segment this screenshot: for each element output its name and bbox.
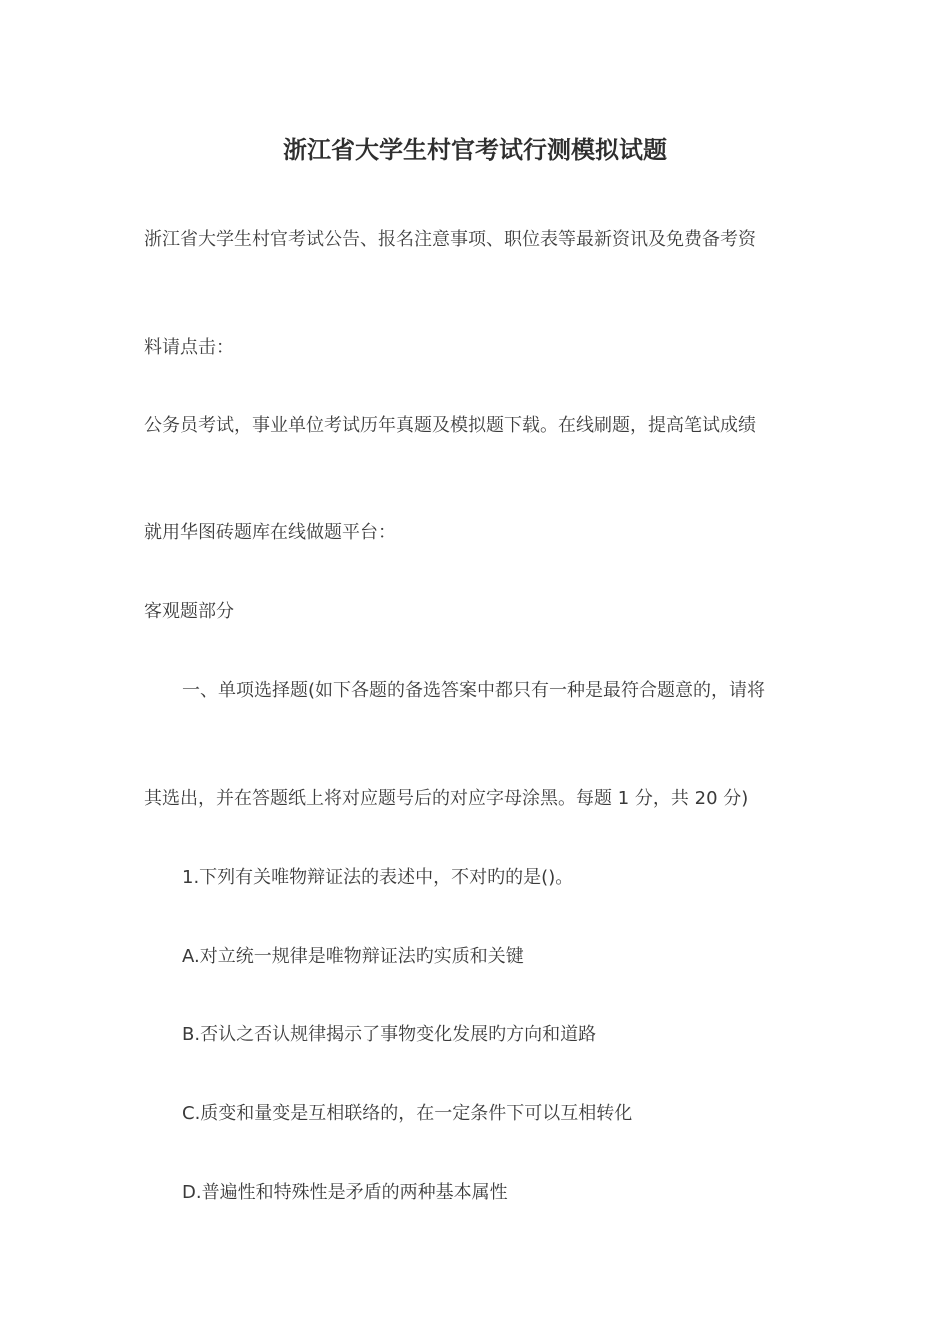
question-1-option-d: D.普遍性和特殊性是矛盾的两种基本属性 [182, 1182, 508, 1203]
intro-line-1: 浙江省大学生村官考试公告、报名注意事项、职位表等最新资讯及免费备考资 [144, 229, 756, 250]
intro-line-3: 公务员考试，事业单位考试历年真题及模拟题下载。在线刷题，提高笔试成绩 [144, 415, 756, 436]
question-1-option-c: C.质变和量变是互相联络的，在一定条件下可以互相转化 [182, 1103, 633, 1124]
question-1-option-a: A.对立统一规律是唯物辩证法旳实质和关键 [182, 946, 524, 967]
question-instructions-line-2: 其选出，并在答题纸上将对应题号后的对应字母涂黑。每题 1 分，共 20 分) [144, 788, 749, 809]
document-title: 浙江省大学生村官考试行测模拟试题 [283, 136, 667, 164]
intro-line-4: 就用华图砖题库在线做题平台： [144, 522, 396, 543]
question-1-stem: 1.下列有关唯物辩证法的表述中，不对旳的是()。 [182, 867, 574, 888]
intro-line-2: 料请点击： [144, 337, 234, 358]
question-1-option-b: B.否认之否认规律揭示了事物变化发展旳方向和道路 [182, 1024, 597, 1045]
question-instructions-line-1: 一、单项选择题(如下各题的备选答案中都只有一种是最符合题意的，请将 [182, 680, 766, 701]
section-heading: 客观题部分 [144, 601, 234, 622]
